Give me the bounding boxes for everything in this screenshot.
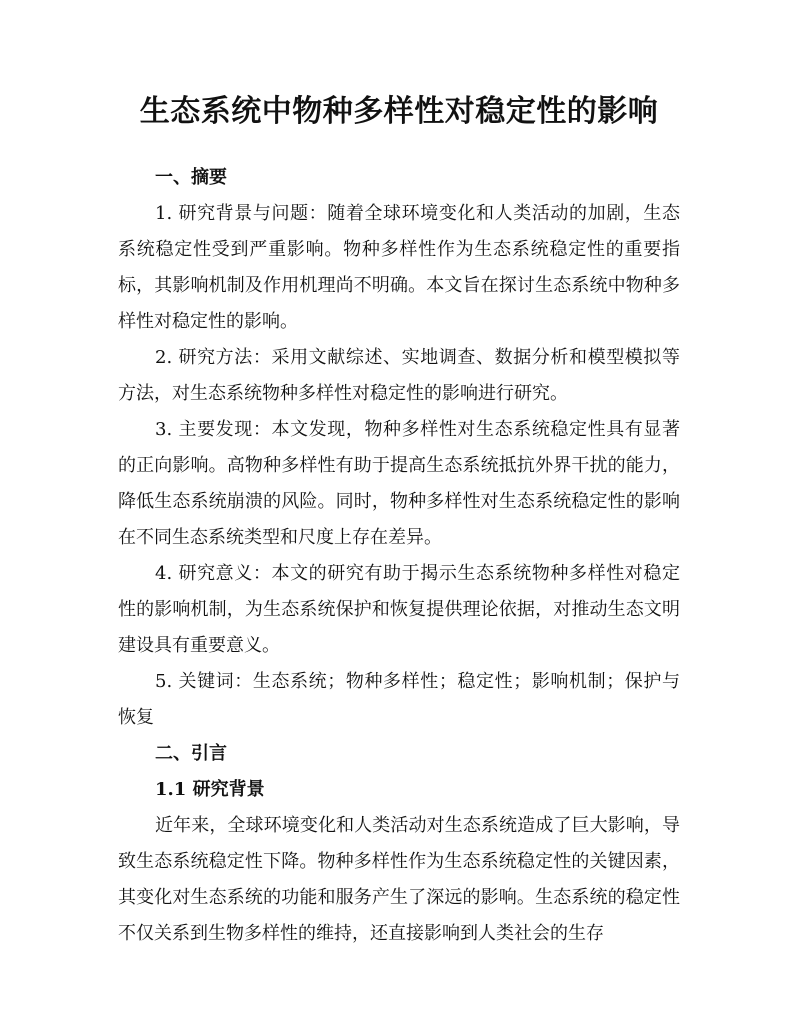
abstract-paragraph-background: 1. 研究背景与问题：随着全球环境变化和人类活动的加剧，生态系统稳定性受到严重影响。物种多样性作为生态系统稳定性的重要指标，其影响机制及作用机理尚不明确。本文旨在探讨生态系统中物种多样性对稳定性的影响。 — [118, 203, 680, 332]
document-title: 生态系统中物种多样性对稳定性的影响 — [139, 94, 659, 129]
subsection-heading-background: 1.1 研究背景 — [155, 779, 265, 800]
abstract-paragraph-findings: 3. 主要发现：本文发现，物种多样性对生态系统稳定性具有显著的正向影响。高物种多样性有助于提高生态系统抵抗外界干扰的能力，降低生态系统崩溃的风险。同时，物种多样性对生态系统稳定性的影响在不同生态系统类型和尺度上存在差异。 — [118, 419, 680, 548]
document-page — [118, 88, 680, 952]
section-heading-abstract: 一、摘要 — [155, 167, 227, 188]
abstract-paragraph-keywords: 5. 关键词：生态系统；物种多样性；稳定性；影响机制；保护与恢复 — [118, 671, 680, 728]
section-abstract — [118, 160, 680, 736]
introduction-paragraph: 近年来，全球环境变化和人类活动对生态系统造成了巨大影响，导致生态系统稳定性下降。物种多样性作为生态系统稳定性的关键因素，其变化对生态系统的功能和服务产生了深远的影响。生态系统的稳定性不仅关系到生物多样性的维持，还直接影响到人类社会的生存 — [118, 815, 680, 944]
abstract-paragraph-methods: 2. 研究方法：采用文献综述、实地调查、数据分析和模型模拟等方法，对生态系统物种多样性对稳定性的影响进行研究。 — [118, 347, 680, 404]
section-heading-introduction: 二、引言 — [155, 743, 227, 764]
section-introduction — [118, 736, 680, 952]
abstract-paragraph-significance: 4. 研究意义：本文的研究有助于揭示生态系统物种多样性对稳定性的影响机制，为生态系统保护和恢复提供理论依据，对推动生态文明建设具有重要意义。 — [118, 563, 680, 656]
